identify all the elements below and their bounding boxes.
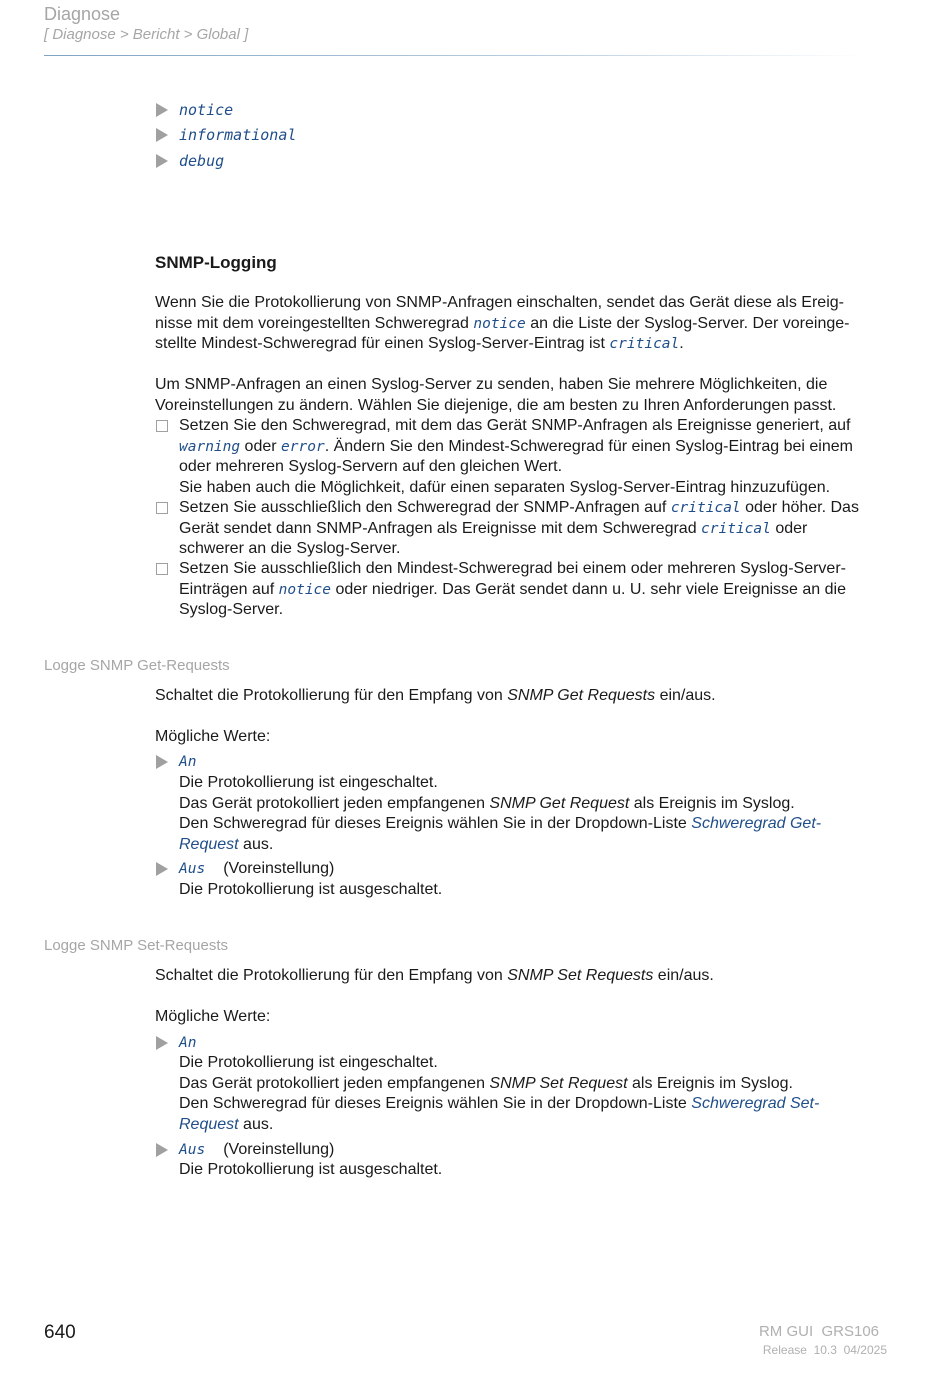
parameter-description (155, 966, 714, 987)
text-run: Schaltet die Protokollierung für den Empfang von (155, 967, 508, 984)
possible-values-heading: Mögliche Werte: (155, 728, 271, 745)
text-run: Den Schweregrad für dieses Ereignis wählen Sie in der Dropdown-Liste (179, 1095, 692, 1112)
text-run: . (679, 335, 684, 352)
triangle-bullet-icon (156, 1036, 168, 1050)
text-run: oder niedriger. Das Gerät sendet dann u. U. sehr viele Ereignisse an die (331, 580, 846, 598)
text-line (179, 498, 894, 519)
text-run: ein/aus. (655, 687, 716, 704)
list-item (156, 125, 297, 145)
text-run: SNMP Set Requests (507, 967, 654, 984)
text-run: SNMP Set Request (489, 1074, 628, 1092)
severity-value: debug (179, 152, 225, 170)
list-item (156, 100, 234, 120)
possible-values-heading: Mögliche Werte: (155, 1008, 271, 1025)
parameter-label-set-requests: Logge SNMP Set-Requests (44, 937, 228, 954)
text-line: Die Protokollierung ist eingeschaltet. (179, 1054, 438, 1071)
dropdown-reference: Request (179, 1115, 239, 1133)
breadcrumb: [ Diagnose > Bericht > Global ] (44, 26, 249, 43)
default-marker: (Voreinstellung) (223, 860, 335, 877)
checkbox-bullet-icon (156, 420, 168, 432)
text-run: an die Liste der Syslog-Server. Der voreinge- (525, 314, 850, 332)
text-run: nisse mit dem voreingestellten Schweregrad (155, 314, 474, 332)
severity-value: notice (179, 101, 234, 119)
triangle-bullet-icon (156, 103, 168, 117)
default-marker: (Voreinstellung) (223, 1141, 335, 1158)
severity-value: critical (609, 336, 680, 352)
severity-value: warning (179, 438, 241, 455)
severity-value: notice (473, 315, 526, 332)
text-line (179, 814, 879, 835)
text-line (155, 334, 895, 355)
text-run: oder höher. Das (740, 499, 859, 516)
section-title: SNMP-Logging (155, 253, 277, 272)
triangle-bullet-icon (156, 1143, 168, 1157)
text-line (179, 437, 894, 458)
page-header (44, 3, 864, 45)
text-line (179, 794, 879, 815)
value-name: Aus (179, 1142, 206, 1158)
text-run: Setzen Sie ausschließlich den Schweregrad der SNMP-Anfragen auf (179, 499, 671, 516)
severity-value: notice (278, 581, 332, 598)
text-line: Sie haben auch die Möglichkeit, dafür einen separaten Syslog-Server-Eintrag hinzuzufügen. (179, 478, 831, 496)
text-line: Um SNMP-Anfragen an einen Syslog-Server zu senden, haben Sie mehrere Möglichkeiten, die (155, 376, 828, 393)
dropdown-reference: Request (179, 835, 239, 853)
text-line (179, 1115, 879, 1136)
value-name: An (179, 754, 197, 770)
text-run: . Ändern Sie den Mindest-Schweregrad für einen Syslog-Eintrag bei einem (324, 437, 853, 455)
parameter-description (155, 686, 716, 707)
text-line (179, 1094, 879, 1115)
text-line (179, 1074, 879, 1095)
text-run: als Ereignis im Syslog. (627, 1074, 793, 1092)
severity-value: critical (701, 520, 771, 537)
text-run: stellte Mindest-Schweregrad für einen Syslog-Server-Eintrag ist (155, 335, 610, 352)
text-run: Einträgen auf (179, 580, 279, 598)
text-run: oder (240, 437, 282, 455)
text-run: SNMP Get Requests (507, 687, 656, 704)
text-run: Das Gerät protokolliert jeden empfangenen (179, 1074, 490, 1092)
text-line: Wenn Sie die Protokollierung von SNMP-Anfragen einschalten, sendet das Gerät diese als Ereig- (155, 294, 844, 311)
header-divider (44, 55, 864, 56)
text-line (155, 314, 895, 335)
severity-value: informational (179, 126, 297, 144)
text-run: Das Gerät protokolliert jeden empfangenen (179, 794, 490, 812)
text-line: Setzen Sie den Schweregrad, mit dem das Gerät SNMP-Anfragen als Ereignisse generiert, auf (179, 417, 851, 434)
checkbox-bullet-icon (156, 502, 168, 514)
triangle-bullet-icon (156, 128, 168, 142)
text-line: Voreinstellungen zu ändern. Wählen Sie diejenige, die am besten zu Ihren Anforderungen passt. (155, 396, 837, 414)
value-description (179, 1053, 879, 1135)
text-line: schwerer an die Syslog-Server. (179, 540, 401, 557)
text-run: ein/aus. (653, 967, 714, 984)
triangle-bullet-icon (156, 154, 168, 168)
page-number: 640 (44, 1322, 76, 1343)
text-line: Syslog-Server. (179, 601, 284, 618)
dropdown-reference: Schweregrad Get- (691, 815, 822, 832)
triangle-bullet-icon (156, 862, 168, 876)
header-title: Diagnose (44, 4, 121, 24)
option-text (179, 498, 894, 560)
text-line: Die Protokollierung ist eingeschaltet. (179, 774, 438, 791)
parameter-label-get-requests: Logge SNMP Get-Requests (44, 657, 230, 674)
value-item-off (156, 859, 335, 879)
text-run: aus. (238, 835, 274, 853)
text-run: Schaltet die Protokollierung für den Empfang von (155, 687, 508, 704)
option-text (179, 559, 894, 621)
footer-product: RM GUI GRS106 (758, 1323, 879, 1340)
value-description: Die Protokollierung ist ausgeschaltet. (179, 1161, 443, 1178)
text-run: SNMP Get Request (489, 794, 630, 812)
severity-value: error (281, 438, 325, 455)
snmp-logging-paragraph-2 (155, 375, 895, 416)
text-run: aus. (238, 1115, 274, 1133)
text-run: oder (770, 519, 808, 537)
value-item-on (156, 1033, 197, 1053)
triangle-bullet-icon (156, 755, 168, 769)
text-line (179, 835, 879, 856)
text-line: oder mehreren Syslog-Servern auf den gleichen Wert. (179, 458, 563, 475)
value-line (179, 860, 334, 878)
snmp-logging-paragraph-1 (155, 293, 895, 355)
value-name: An (179, 1035, 197, 1051)
option-text (179, 416, 894, 498)
value-line (179, 1141, 334, 1159)
footer-release: Release 10.3 04/2025 (762, 1343, 887, 1357)
text-run: Gerät sendet dann SNMP-Anfragen als Ereignisse mit dem Schweregrad (179, 519, 702, 537)
text-line: Setzen Sie ausschließlich den Mindest-Schweregrad bei einem oder mehreren Syslog-Server- (179, 560, 846, 577)
severity-value: critical (670, 500, 741, 516)
text-line (179, 580, 894, 601)
dropdown-reference: Schweregrad Set- (691, 1095, 820, 1112)
value-item-off (156, 1140, 335, 1160)
value-item-on (156, 752, 197, 772)
checkbox-bullet-icon (156, 563, 168, 575)
list-item (156, 151, 225, 171)
value-description (179, 773, 879, 855)
value-description: Die Protokollierung ist ausgeschaltet. (179, 881, 443, 898)
value-name: Aus (179, 861, 206, 877)
text-run: Den Schweregrad für dieses Ereignis wählen Sie in der Dropdown-Liste (179, 815, 692, 832)
text-run: als Ereignis im Syslog. (629, 794, 795, 812)
text-line (179, 519, 894, 540)
